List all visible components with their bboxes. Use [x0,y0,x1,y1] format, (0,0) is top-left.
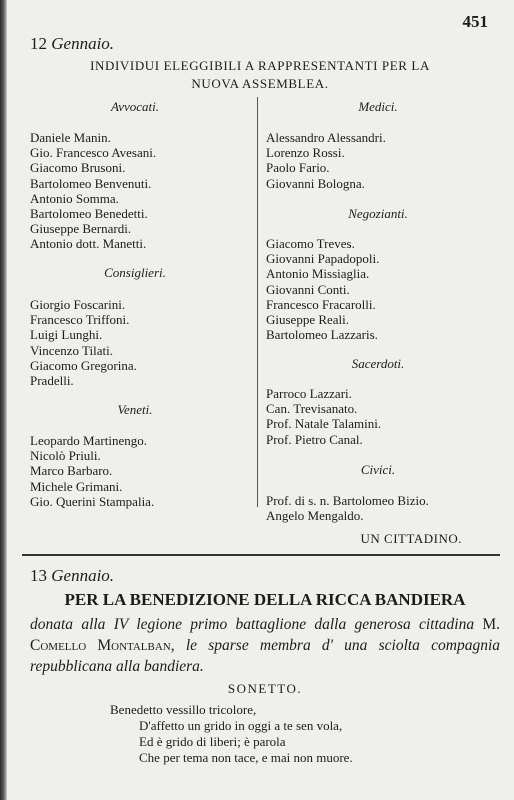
name-entry: Prof. Pietro Canal. [266,431,363,447]
name-entry: Gio. Francesco Avesani. [30,145,157,161]
verse-line-4: Che per tema non tace, e mai non muore. [139,750,353,765]
name-entry: Parroco Lazzari. [266,386,352,401]
date-month: Gennaio. [51,34,115,53]
name-entry: Francesco Fracarolli. [266,296,376,312]
name-entry: Daniele Manin. [30,130,111,145]
name-entry: Giacomo Treves. [266,236,355,251]
signature: UN CITTADINO. [360,531,462,546]
dedication-name: M. Comello Montalban, [30,616,501,654]
poem-dedication [30,614,500,677]
name-entry: Bartolomeo Lazzaris. [266,327,378,343]
name-entry: Prof. di s. n. Bartolomeo Bizio. [266,493,429,508]
list-veneti [30,433,154,509]
name-entry: Can. Trevisanato. [266,401,358,417]
verse-line-1: Benedetto vessillo tricolore, [110,702,257,717]
name-entry: Nicolò Priuli. [30,448,101,464]
list-avvocati [30,130,156,252]
name-entry: Luigi Lunghi. [30,327,103,343]
name-entry: Giacomo Brusoni. [30,160,126,176]
page-spine-shadow [0,0,7,800]
heading-line-2: NUOVA ASSEMBLEA. [191,76,329,91]
name-entry: Vincenzo Tilati. [30,342,113,358]
list-medici [266,130,386,191]
category-negozianti: Negozianti. [348,206,408,221]
date-day: 12 [30,34,47,53]
list-civici [266,493,429,523]
name-entry: Antonio Missiaglia. [266,266,370,282]
category-medici: Medici. [358,99,398,114]
name-entry: Giorgio Foscarini. [30,297,126,312]
name-entry: Gio. Querini Stampalia. [30,493,155,509]
category-consiglieri: Consiglieri. [104,265,166,280]
list-negozianti [266,236,379,342]
column-divider [257,97,258,507]
category-sacerdoti: Sacerdoti. [351,356,405,371]
name-entry: Bartolomeo Benvenuti. [30,175,152,191]
dedication-roman: IV [113,616,129,633]
dedication-part-1: donata alla [30,616,106,633]
name-entry: Prof. Natale Talamini. [266,416,382,432]
name-entry: Alessandro Alessandri. [266,130,386,145]
date-header-13-gennaio [30,566,114,586]
name-entry: Paolo Fario. [266,160,330,176]
name-entry: Giacomo Gregorina. [30,357,137,373]
name-entry: Giuseppe Reali. [266,312,350,328]
list-consiglieri [30,297,137,388]
list-sacerdoti [266,386,381,447]
name-entry: Francesco Triffoni. [30,312,130,328]
category-civici: Civici. [360,462,396,477]
name-entry: Giovanni Papadopoli. [266,251,380,267]
name-entry: Antonio dott. Manetti. [30,236,147,252]
name-entry: Giovanni Bologna. [266,175,365,191]
name-entry: Lorenzo Rossi. [266,145,345,161]
verse-line-3: Ed è grido di liberi; è parola [139,734,286,749]
name-entry: Michele Grimani. [30,478,123,494]
dedication-part-2: legione primo battaglione dalla generosa cittadina [136,616,475,633]
name-entry: Pradelli. [30,373,74,389]
category-avvocati: Avvocati. [110,99,159,114]
date-header-12-gennaio [30,34,114,54]
date-month: Gennaio. [51,566,115,585]
sonetto-label: SONETTO. [227,681,303,696]
page-number: 451 [462,12,488,31]
dedication-part-3: le sparse membra d' una sciolta compagnia repubblicana alla bandiera. [30,637,501,675]
name-entry: Bartolomeo Benedetti. [30,206,148,222]
section-divider [22,554,500,556]
section-heading [30,57,490,93]
name-entry: Angelo Mengaldo. [266,508,364,524]
poem-title: PER LA BENEDIZIONE DELLA RICCA BANDIERA [64,590,466,609]
name-entry: Giovanni Conti. [266,281,350,297]
name-entry: Giuseppe Bernardi. [30,221,132,237]
date-day: 13 [30,566,47,585]
category-veneti: Veneti. [117,402,153,417]
name-entry: Leopardo Martinengo. [30,433,147,448]
verse-line-2: D'affetto un grido in oggi a te sen vola, [139,718,343,733]
heading-line-1: INDIVIDUI ELEGGIBILI A RAPPRESENTANTI PER LA [90,58,430,73]
name-entry: Marco Barbaro. [30,463,113,479]
name-entry: Antonio Somma. [30,190,119,206]
